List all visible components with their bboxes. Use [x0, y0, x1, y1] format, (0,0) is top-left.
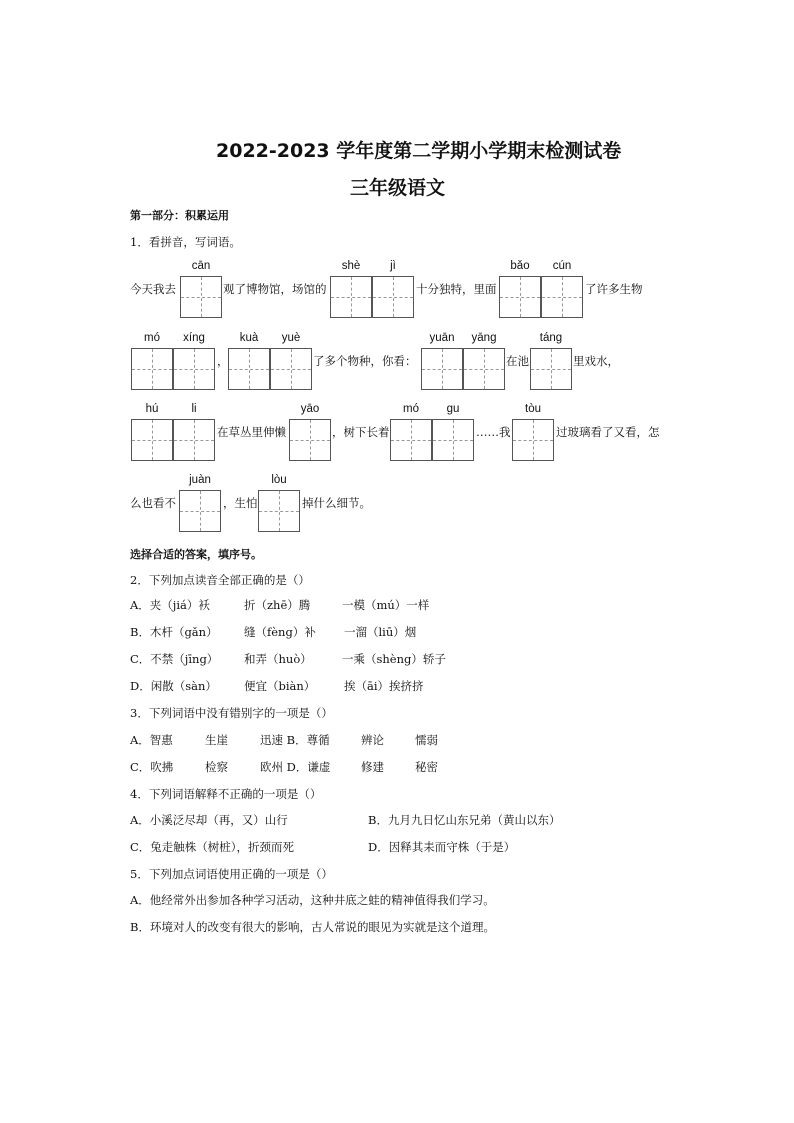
q4-stem: 4．下列词语解释不正确的一项是（） [130, 787, 322, 801]
q2-option-a1: A．夹（jiá）袄 [130, 598, 210, 612]
writing-box[interactable] [289, 419, 331, 461]
writing-box[interactable] [421, 348, 463, 390]
pinyin-yuan: yuān [429, 332, 455, 344]
writing-box[interactable] [390, 419, 432, 461]
pinyin-yue: yuè [281, 332, 301, 344]
q2-stem: 2．下列加点读音全部正确的是（） [130, 573, 310, 587]
q1-text-11: ……我 [476, 425, 511, 439]
q2-option-a3: 一模（mú）一样 [342, 598, 430, 612]
writing-box[interactable] [463, 348, 505, 390]
q1-text-3: 十分独特，里面 [416, 282, 497, 296]
pinyin-mo: mó [144, 332, 160, 344]
pinyin-cun: cún [552, 260, 572, 272]
q3-stem: 3．下列词语中没有错别字的一项是（） [130, 706, 333, 720]
q3-word: 秘密 [415, 760, 438, 774]
writing-box[interactable] [258, 490, 300, 532]
q3-word: 检察 [205, 760, 228, 774]
page-title: 2022-2023 学年度第二学期小学期末检测试卷 [216, 140, 622, 162]
q1-text-14: ，生怕 [223, 496, 258, 510]
page-subtitle: 三年级语文 [350, 177, 446, 199]
q4-option-b: B．九月九日忆山东兄弟（黄山以东） [368, 813, 561, 827]
q5-option-a: A．他经常外出参加各种学习活动，这种井底之蛙的精神值得我们学习。 [130, 893, 495, 907]
q2-option-a2: 折（zhē）腾 [244, 598, 311, 612]
part1-heading: 第一部分：积累运用 [130, 209, 229, 222]
pinyin-tang: táng [539, 332, 563, 344]
pinyin-she: shè [341, 260, 361, 272]
section2-heading: 选择合适的答案，填序号。 [130, 548, 262, 561]
writing-box[interactable] [180, 276, 222, 318]
pinyin-mo2: mó [403, 403, 419, 415]
pinyin-xing: xíng [183, 332, 205, 344]
pinyin-ji: jì [390, 260, 396, 272]
q1-text-8: 里戏水， [573, 354, 619, 368]
q2-option-d3: 挨（āi）挨挤挤 [344, 679, 424, 693]
q2-option-d1: D．闲散（sàn） [130, 679, 217, 693]
writing-box[interactable] [330, 276, 372, 318]
q3-word: 修建 [361, 760, 384, 774]
writing-box[interactable] [541, 276, 583, 318]
pinyin-hu: hú [145, 403, 159, 415]
pinyin-tou: tòu [525, 403, 541, 415]
q5-stem: 5．下列加点词语使用正确的一项是（） [130, 867, 333, 881]
pinyin-gu: gu [446, 403, 460, 415]
q1-text-15: 掉什么细节。 [302, 496, 371, 510]
q1-text-13: 么也看不 [130, 496, 176, 510]
q3-word: 生崖 [205, 733, 228, 747]
pinyin-bao: bǎo [510, 260, 530, 272]
q3-word: A．智惠 [130, 733, 173, 747]
q3-word: 懦弱 [415, 733, 438, 747]
q3-word: 欧州 D．谦虚 [260, 760, 331, 774]
q4-option-d: D．因释其耒而守株（于是） [368, 840, 516, 854]
q1-text-2: 观了博物馆，场馆的 [223, 282, 327, 296]
writing-box[interactable] [173, 348, 215, 390]
q3-word: 辨论 [361, 733, 384, 747]
writing-box[interactable] [432, 419, 474, 461]
writing-box[interactable] [512, 419, 554, 461]
q2-option-b1: B．木杆（gǎn） [130, 625, 218, 639]
q1-text-1: 今天我去 [130, 282, 176, 296]
pinyin-yang: yāng [471, 332, 497, 344]
pinyin-juan: juàn [189, 474, 211, 486]
writing-box[interactable] [131, 419, 173, 461]
pinyin-li: li [191, 403, 197, 415]
q5-option-b: B．环境对人的改变有很大的影响，古人常说的眼见为实就是这个道理。 [130, 920, 495, 934]
q2-option-c1: C．不禁（jīng） [130, 652, 219, 666]
q2-option-b2: 缝（fèng）补 [244, 625, 316, 639]
q1-stem: 1．看拼音，写词语。 [130, 235, 241, 249]
writing-box[interactable] [173, 419, 215, 461]
writing-box[interactable] [228, 348, 270, 390]
pinyin-kua: kuà [239, 332, 259, 344]
q1-text-7: 在池 [506, 354, 529, 368]
q1-text-12: 过玻璃看了又看，怎 [556, 425, 660, 439]
q4-option-c: C．兔走触株（树桩），折颈而死 [130, 840, 295, 854]
pinyin-lou: lòu [271, 474, 287, 486]
writing-box[interactable] [270, 348, 312, 390]
writing-box[interactable] [530, 348, 572, 390]
q1-text-10: ，树下长着 [332, 425, 390, 439]
q2-option-c2: 和弄（huò） [244, 652, 312, 666]
writing-box[interactable] [499, 276, 541, 318]
q2-option-b3: 一溜（liū）烟 [344, 625, 417, 639]
q1-text-6: 了多个物种，你看： [313, 354, 417, 368]
q2-option-d2: 便宜（biàn） [244, 679, 316, 693]
q1-text-9: 在草丛里伸懒 [217, 425, 286, 439]
q3-word: 迅速 B．尊循 [260, 733, 330, 747]
writing-box[interactable] [131, 348, 173, 390]
q2-option-c3: 一乘（shèng）轿子 [342, 652, 446, 666]
q1-text-5: ， [217, 354, 229, 368]
writing-box[interactable] [179, 490, 221, 532]
pinyin-can: cān [191, 260, 211, 272]
writing-box[interactable] [372, 276, 414, 318]
pinyin-yao: yāo [300, 403, 320, 415]
q4-option-a: A．小溪泛尽却（再，又）山行 [130, 813, 288, 827]
q1-text-4: 了许多生物 [585, 282, 643, 296]
q3-word: C．吹拂 [130, 760, 174, 774]
